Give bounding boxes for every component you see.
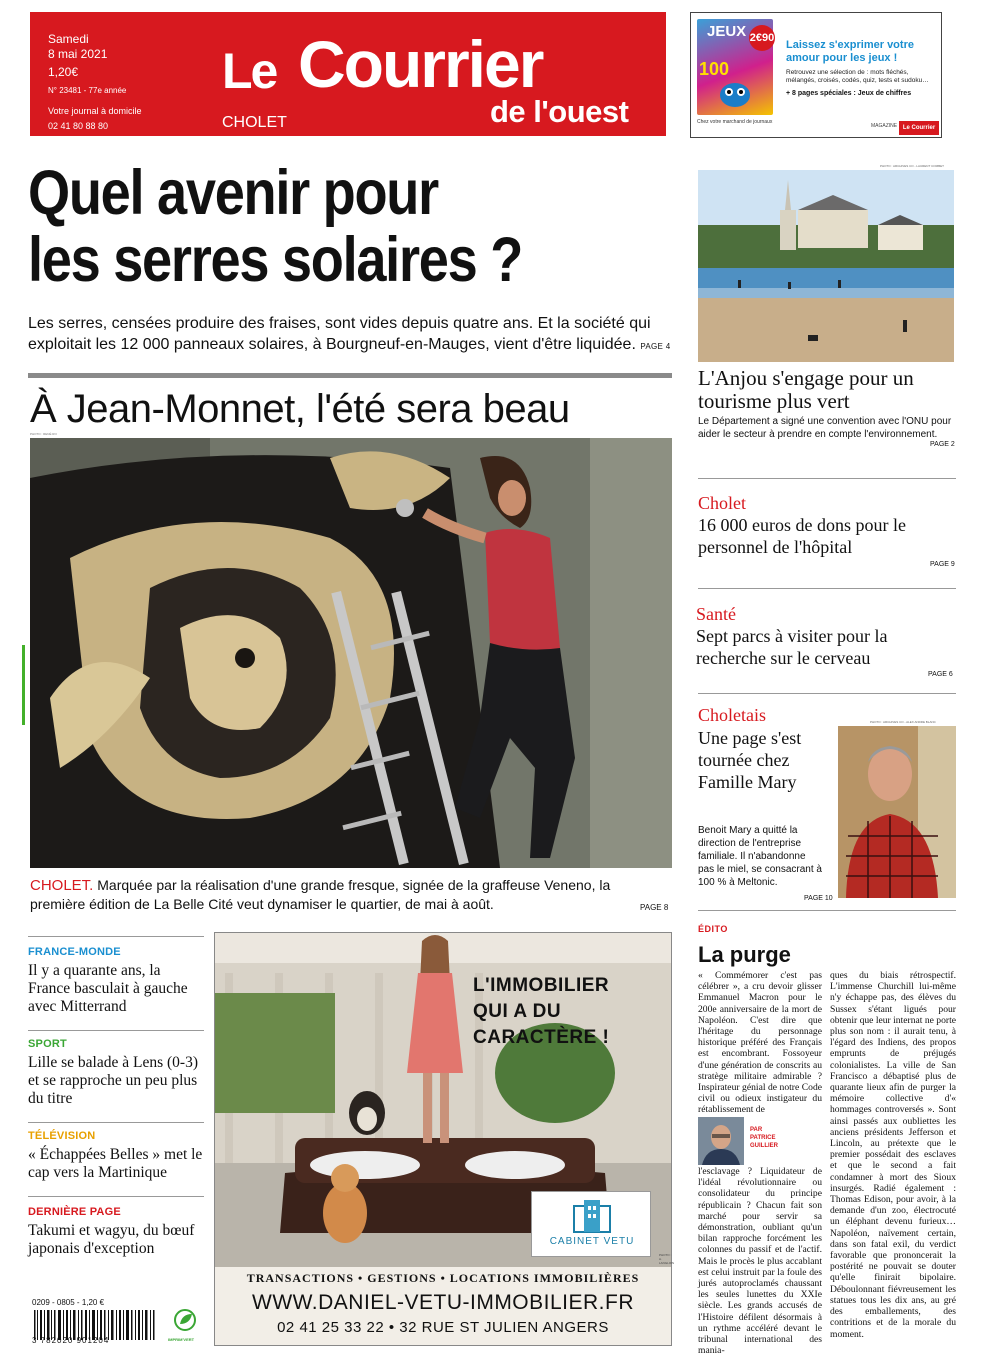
promo-extra: + 8 pages spéciales : Jeux de chiffres [786, 90, 912, 97]
edito-author-prefix: PAR [750, 1127, 763, 1133]
ad-photo-credit: PHOTO : A. LANGLOIS [659, 1253, 675, 1265]
mary-photo-credit: PHOTO : ARCHIVES CO - ALEX ANDRE BLANC [870, 720, 936, 724]
lead-headline-line1: Quel avenir pour [28, 158, 438, 228]
divider [698, 910, 956, 911]
sante-kicker: Santé [696, 604, 736, 624]
ad-logo [531, 1191, 651, 1257]
feature-headline[interactable]: À Jean-Monnet, l'été sera beau [30, 387, 570, 431]
portrait-image [838, 726, 956, 898]
cholet-kicker: Cholet [698, 493, 746, 513]
lead-headline[interactable] [28, 160, 587, 294]
mary-page-ref: PAGE 10 [804, 895, 833, 902]
anjou-photo-credit: PHOTO : ARCHIVES CO - LAURENT COMBET [880, 164, 944, 168]
masthead [30, 12, 666, 136]
promo-footer: Chez votre marchand de journaux [697, 119, 773, 125]
sante-story[interactable] [696, 603, 954, 669]
masthead-day: Samedi [48, 32, 89, 46]
mary-kicker: Choletais [698, 705, 766, 725]
ad-services: TRANSACTIONS • GESTIONS • LOCATIONS IMMOBILIÈRES [246, 1271, 640, 1285]
feature-caption-text: Marquée par la réalisation d'une grande fresque, signée de la graffeuse Veneno, la première édition de La Belle Cité veut dynamiser le quartier, de mai à août. [30, 877, 611, 912]
divider [698, 693, 956, 694]
cholet-page-ref: PAGE 9 [930, 561, 955, 568]
anjou-photo[interactable] [698, 170, 954, 362]
section-divider [28, 373, 672, 378]
mural-artist-image [30, 438, 672, 868]
logo-ouest: de l'ouest [490, 94, 629, 129]
brief-headline: Lille se balade à Lens (0-3) et se rapproche un peu plus du titre [28, 1054, 198, 1107]
edito-column-1b: l'esclavage ? Liquidateur de l'idéal révolutionnaire ou consolidateur du principe républicain ? Chacun fait son marché pour servir sa démonstration, oubliant qu'un bilan rapproche forcément les colonnes du passif et de l'actif. Mais le procès le plus accablant est celui instruit par la foule des jurés autoproclamés chaussant les seules lunettes du XXIe siècle. Les grands accusés de l'Histoire défilent désormais à un rythme accéléré devant le tribunal international des mania- [698, 1166, 822, 1357]
barcode-top-label: 0209 - 0805 - 1,20 € [32, 1298, 105, 1307]
logo-le: Le [222, 43, 277, 99]
brief-kicker: SPORT [28, 1038, 67, 1050]
barcode-number: 3 782020 901204 [32, 1336, 110, 1345]
monster-icon [717, 79, 753, 109]
ad-headline [473, 973, 671, 1051]
edito-headline[interactable]: La purge [698, 942, 791, 967]
real-estate-ad[interactable] [214, 932, 675, 1346]
feature-caption-kicker: CHOLET. [30, 877, 94, 894]
anjou-text: Le Département a signé une convention avec l'ONU pour aider le secteur à prendre en compte l'environnement. [698, 416, 952, 440]
sante-headline: Sept parcs à visiter pour la recherche sur le cerveau [696, 626, 888, 668]
brief-sport[interactable] [28, 1038, 206, 1108]
edito-kicker: ÉDITO [698, 924, 728, 934]
green-margin-mark [22, 645, 25, 725]
brief-kicker: FRANCE-MONDE [28, 946, 121, 958]
brief-derniere-page[interactable] [28, 1206, 206, 1258]
brief-headline: Takumi et wagyu, du bœuf japonais d'exception [28, 1222, 195, 1257]
promo-mini-logo: Le Courrier [899, 121, 939, 135]
divider [28, 1196, 204, 1197]
feature-photo-credit: PHOTO : RENÉ RO [30, 432, 57, 436]
loire-landscape-image [698, 170, 954, 362]
mary-text: Benoit Mary a quitté la direction de l'entreprise familiale. Il n'abandonne pas le miel, se consacrant à 100 % à Meltonic. [698, 825, 822, 888]
ad-headline-line1: L'IMMOBILIER [473, 975, 610, 996]
promo-text: Retrouvez une sélection de : mots fléchés, mélangés, croisés, codés, quiz, tests et sudoku… [786, 69, 929, 84]
lead-standfirst [28, 313, 678, 357]
ad-logo-name: CABINET VETU [549, 1236, 635, 1247]
cholet-story[interactable] [698, 492, 956, 558]
cholet-headline: 16 000 euros de dons pour le personnel de l'hôpital [698, 515, 906, 557]
mary-headline[interactable]: Une page s'est tournée chez Famille Mary [698, 728, 802, 792]
feature-page-ref: PAGE 8 [640, 903, 669, 912]
lead-text: Les serres, censées produire des fraises, sont vides depuis quatre ans. Et la société qui exploitait les 12 000 panneaux solaires, à Bourgneuf-en-Mauges, vient d'être liquidée. [28, 315, 651, 353]
feature-photo[interactable] [30, 438, 672, 868]
ad-headline-line2: QUI A DU CARACTÈRE ! [473, 1001, 610, 1048]
leaf-icon [168, 1308, 202, 1332]
building-icon [570, 1198, 614, 1234]
imprim-vert-logo [168, 1308, 202, 1342]
brief-headline: Il y a quarante ans, la France basculait à gauche avec Mitterrand [28, 962, 188, 1015]
masthead-date: 8 mai 2021 [48, 47, 108, 61]
brief-france-monde[interactable] [28, 946, 206, 1016]
brief-headline: « Échappées Belles » met le cap vers la Martinique [28, 1146, 203, 1181]
mary-photo[interactable] [838, 726, 956, 898]
edito-author-name: PATRICE GUILLIER [750, 1135, 778, 1149]
promo-price-badge: 2€90 [749, 25, 775, 51]
author-photo [698, 1117, 744, 1165]
lead-page-ref: PAGE 4 [640, 342, 671, 351]
promo-title: Laissez s'exprimer votre amour pour les jeux ! [786, 39, 914, 64]
imprim-vert-label: IMPRIM'VERT [168, 1337, 195, 1342]
edito-column-2: ques du biais rétrospectif. L'immense Churchill lui-même n'y échappe pas, des élèves du Sussex s'étant ligués pour obtenir que leur internat ne porte plus son nom : il aurait tenu, à l'égard des Indiens, des propos emprunts de préjugés colonialistes. La ville de San Francisco a débaptisé plus de quarante lieux afin de purger la mémoire collective d'« hommages controversés ». Sont ainsi passés aux oubliettes les anciens présidents Jefferson et Lincoln, au prétexte que le premier possédait des esclaves et que le second a fait condamner à mort des Sioux insurgés. Radié également : Thomas Edison, pour avoir, à la demande d'un zoo, électrocuté un éléphant devenu furieux… Napoléon, naïvement certain, dans son fatal exil, du verdict favorable que prononcerait la postérité ne pouvait se douter qu'elle finirait bipolaire. Déboulonnant fiévreusement les statues tous les dix ans, au gré des emballements, des contritions et de la morale du moment. [830, 970, 957, 1340]
masthead-issue: N° 23481 - 77e année [48, 86, 127, 95]
lead-headline-line2: les serres solaires ? [28, 225, 523, 295]
anjou-headline[interactable]: L'Anjou s'engage pour un tourisme plus vert [698, 366, 914, 413]
anjou-page-ref: PAGE 2 [930, 441, 955, 448]
masthead-date-block [48, 32, 142, 134]
masthead-phone: 02 41 80 88 80 [48, 121, 109, 131]
promo-tag: MAGAZINE [871, 123, 898, 129]
masthead-price: 1,20€ [48, 65, 79, 79]
divider [28, 1030, 204, 1031]
brief-television[interactable] [28, 1130, 206, 1182]
edito-column-1a: « Commémorer c'est pas célébrer », a cru devoir glisser Emmanuel Macron pour le 200e anniversaire de la mort de Napoléon. C'est dire que l'héritage du personnage historique préféré des Français est encombrant. Fossoyeur d'une génération de conscrits au stratège militaire admirable ? Inspirateur génial de notre Code civil ou odieux instigateur du rétablissement de [698, 970, 822, 1116]
divider [698, 588, 956, 589]
ad-contact: 02 41 25 33 22 • 32 RUE ST JULIEN ANGERS [277, 1319, 609, 1336]
edition-label: CHOLET [222, 114, 287, 131]
ad-url-link[interactable]: WWW.DANIEL-VETU-IMMOBILIER.FR [252, 1291, 634, 1314]
divider [698, 478, 956, 479]
promo-cover-title: JEUX [707, 23, 747, 40]
brief-kicker: TÉLÉVISION [28, 1130, 96, 1142]
masthead-subscription: Votre journal à domicile [48, 106, 142, 116]
logo-courrier: Courrier [298, 27, 543, 101]
divider [28, 936, 204, 937]
promo-cover-price: 100 [699, 59, 730, 79]
divider [28, 1122, 204, 1123]
promo-box[interactable] [690, 12, 942, 138]
feature-caption [30, 876, 650, 914]
author-portrait-image [698, 1117, 744, 1165]
edito-author [750, 1126, 790, 1150]
brief-kicker: DERNIÈRE PAGE [28, 1206, 121, 1218]
sante-page-ref: PAGE 6 [928, 671, 953, 678]
